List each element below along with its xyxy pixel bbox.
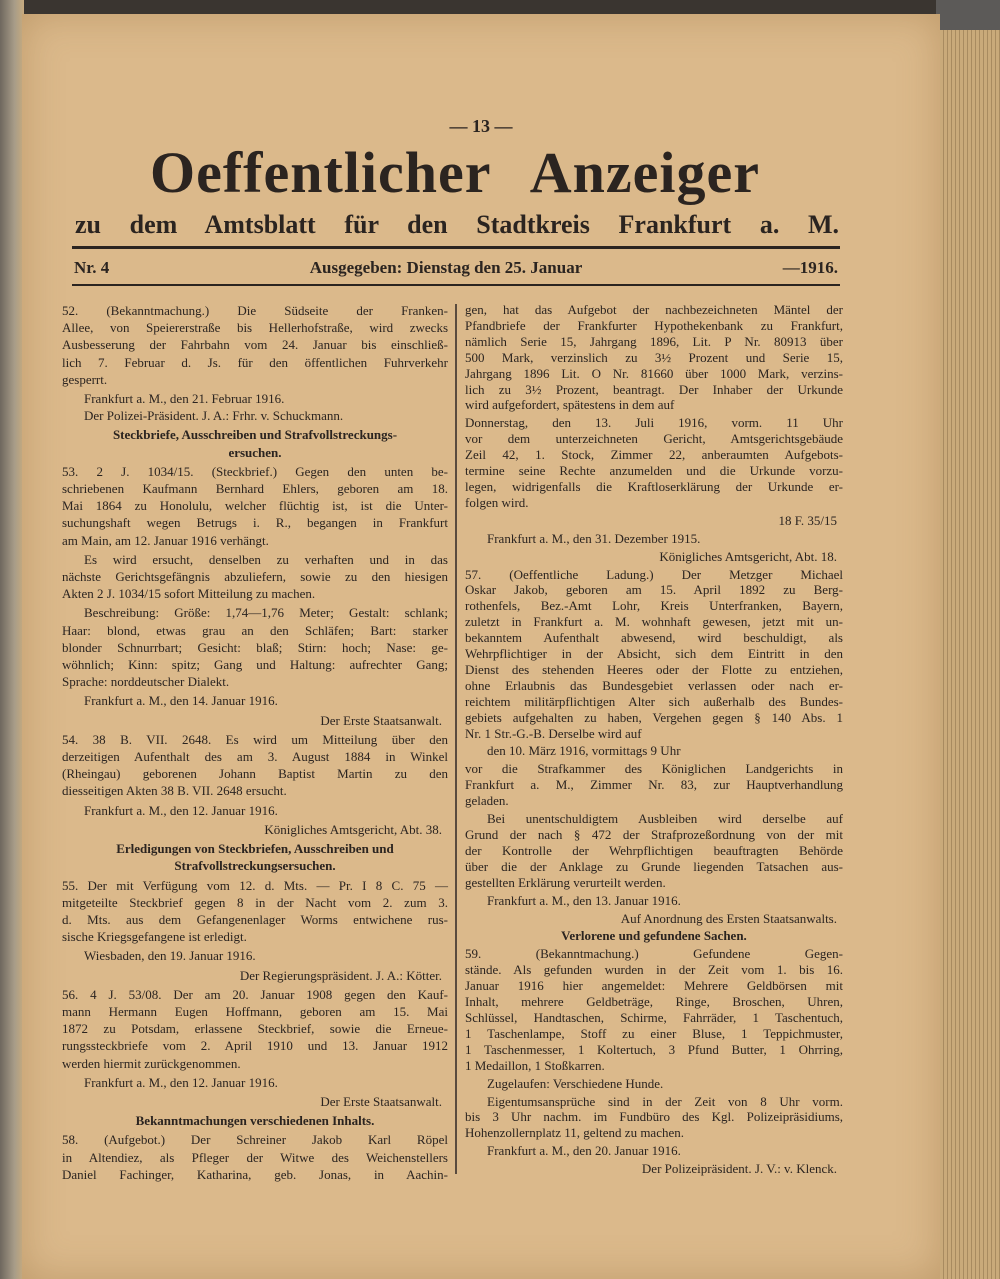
text-block [62, 877, 448, 946]
text-block [62, 302, 448, 388]
text-line: 1872 zu Potsdam, erlassene Steckbrief, sowie die Erneue- [62, 1021, 448, 1037]
text-line: reichtem militärpflichtigen Alter sich außerhalb des Bundes- [465, 693, 843, 709]
text-line: Der Polizeipräsident. J. V.: v. Klenck. [641, 1161, 837, 1177]
text-line: Zugelaufen: Verschiedene Hunde. [487, 1075, 664, 1091]
text-line: 18 F. 35/15 [778, 512, 837, 528]
text-line: über die der Anklage zu Grunde liegenden Tatsachen aus- [465, 858, 843, 874]
text-block [62, 390, 448, 424]
text-line: Frankfurt a. M., den 31. Dezember 1915. [487, 530, 701, 546]
text-line: Pfandbriefe der Frankfurter Hypothekenbank zu Frankfurt, [465, 317, 843, 333]
text-line: gen, hat das Aufgebot der nachbezeichneten Mäntel der [465, 302, 843, 317]
text-line: der Kontrolle der Wehrpflichtigen beauftragten Behörde [465, 842, 843, 858]
text-line: suchungshaft wegen Betrugs i. R., begangen in Frankfurt [62, 515, 448, 531]
text-line: Der Erste Staatsanwalt. [320, 712, 442, 728]
text-line: 56. 4 J. 53/08. Der am 20. Januar 1908 gegen den Kauf- [62, 986, 448, 1002]
text-line: Wiesbaden, den 19. Januar 1916. [84, 948, 256, 964]
text-line: Ausbesserung der Fahrbahn vom 24. Januar bis einschließ- [62, 337, 448, 353]
text-line: derzeitigen Aufenthalt des am 3. August 1884 in Winkel [62, 749, 448, 765]
text-line: stände. Als gefunden wurden in der Zeit vom 1. bis 16. [465, 962, 843, 978]
text-line: zuletzt in Frankfurt a. M. wohnhaft gewesen, jetzt mit un- [465, 614, 843, 630]
text-line: Dienst des stehenden Heeres oder der Flotte zu entziehen, [465, 661, 843, 677]
text-line: nächste Gerichtsgefängnis abzuliefern, sowie zu den hiesigen [62, 569, 448, 585]
text-line: Frankfurt a. M., Zimmer Nr. 83, zur Hauptverhandlung [465, 777, 843, 793]
text-line: bekanntem Aufenthalt abwesend, wird beschuldigt, als [465, 630, 843, 646]
masthead-subtitle: zu dem Amtsblatt für den Stadtkreis Frankfurt a. M. [75, 210, 839, 239]
text-line: 55. Der mit Verfügung vom 12. d. Mts. — Pr. I 8 C. 75 — [62, 877, 448, 893]
text-line: Bei unentschuldigtem Ausbleiben wird derselbe auf [487, 811, 843, 827]
text-line: Frankfurt a. M., den 12. Januar 1916. [84, 802, 278, 818]
text-line: blonder Schnurrbart; Gesicht: blaß; Stirn: hoch; Nase: ge- [62, 639, 448, 655]
text-line: Verlorene und gefundene Sachen. [561, 928, 747, 944]
text-block [62, 1074, 448, 1091]
text-line: Der Regierungspräsident. J. A.: Kötter. [239, 967, 442, 983]
text-block [465, 893, 843, 909]
text-line: Sprache: norddeutscher Dialekt. [62, 674, 230, 690]
text-line: in Altendiez, als Pfleger der Witwe des Weichenstellers [62, 1149, 448, 1165]
text-line: Frankfurt a. M., den 12. Januar 1916. [84, 1074, 278, 1090]
text-block [465, 302, 843, 413]
issue-date: Ausgegeben: Dienstag den 25. Januar [309, 258, 583, 277]
text-line: Oskar Jakob, geboren am 15. April 1892 zu Berg- [465, 582, 843, 598]
text-line: termine seine Rechte anzumelden und die Urkunde vorzu- [465, 463, 843, 479]
text-block [465, 1076, 843, 1092]
text-block [465, 567, 843, 742]
text-block [465, 1094, 843, 1142]
text-block [465, 1143, 843, 1159]
text-line: 500 Mark, verzinslich zu 3½ Prozent und Serie 15, [465, 349, 843, 365]
text-line: Erledigungen von Steckbriefen, Ausschreiben und [116, 841, 394, 857]
text-line: Donnerstag, den 13. Juli 1916, vorm. 11 Uhr [465, 415, 843, 431]
text-line: Frankfurt a. M., den 20. Januar 1916. [487, 1143, 681, 1159]
text-line: 58. (Aufgebot.) Der Schreiner Jakob Karl Röpel [62, 1132, 448, 1148]
text-line: 57. (Oeffentliche Ladung.) Der Metzger Michael [465, 566, 843, 582]
text-line: Hohenzollernplatz 11, geltend zu machen. [465, 1125, 684, 1141]
issue-year: —1916. [782, 258, 838, 277]
text-line: bis 3 Uhr nachm. im Fundbüro des Kgl. Polizeipräsidiums, [465, 1109, 843, 1125]
text-line: Wehrpflichtiger in der Absicht, sich dem Eintritt in den [465, 646, 843, 662]
text-line: Der Erste Staatsanwalt. [320, 1093, 442, 1109]
text-line: nämlich Serie 15, Jahrgang 1896, Lit. P Nr. 80913 über [465, 333, 843, 349]
right-column [465, 302, 843, 1179]
text-block [62, 986, 448, 1072]
text-line: Januar 1916 hier angemeldet: Mehrere Geldbörsen mit [465, 978, 843, 994]
text-block [465, 811, 843, 891]
section-heading [62, 1112, 448, 1129]
text-line: werden hiermit zurückgenommen. [62, 1055, 241, 1071]
page-stack-edge [936, 20, 1000, 1279]
issue-number: Nr. 4 [74, 258, 110, 277]
text-block [465, 946, 843, 1073]
text-line: Frankfurt a. M., den 21. Februar 1916. [84, 391, 285, 407]
text-line: Königliches Amtsgericht, Abt. 38. [264, 821, 442, 837]
text-line: (Rheingau) geborenen Johann Baptist Martin zu den [62, 766, 448, 782]
text-block [62, 731, 448, 800]
book-binding [0, 0, 24, 1279]
text-block [62, 692, 448, 709]
text-line: gesperrt. [62, 371, 108, 387]
text-line: folgen wird. [465, 494, 529, 510]
text-line: 59. (Bekanntmachung.) Gefundene Gegen- [465, 946, 843, 962]
text-line: 52. (Bekanntmachung.) Die Südseite der Franken- [62, 303, 448, 318]
text-line: sische Kriegsgefangene ist erledigt. [62, 929, 247, 945]
text-line: Auf Anordnung des Ersten Staatsanwalts. [620, 910, 837, 926]
header-rule-top [72, 246, 840, 249]
issue-line [74, 258, 838, 278]
text-line: rungssteckbriefe vom 2. April 1910 und 13. Januar 1912 [62, 1038, 448, 1054]
text-line: Beschreibung: Größe: 1,74—1,76 Meter; Gestalt: schlank; [84, 605, 448, 621]
text-line: Steckbriefe, Ausschreiben und Strafvollstreckungs- [112, 427, 398, 443]
text-line: mitgeteilte Steckbrief gegen 8 in der Nacht vom 2. zum 3. [62, 894, 448, 910]
text-line: ohne Erlaubnis das Bundesgebiet verlassen oder nach er- [465, 677, 843, 693]
text-line: rothenfels, Bez.-Amt Lohr, Kreis Unterfranken, Bayern, [465, 598, 843, 614]
text-block [465, 513, 843, 529]
text-line: 1 Medaillon, 1 Stoßkarren. [465, 1057, 605, 1073]
text-line: gebiets aufgehalten zu haben, Vergehen gegen § 140 Abs. 1 [465, 709, 843, 725]
text-line: Haar: blond, etwas grau an den Schläfen; Bart: starker [62, 622, 448, 638]
text-line: Daniel Fachinger, Katharina, geb. Jonas, in Aachin- [62, 1166, 448, 1182]
section-heading [465, 928, 843, 944]
text-block [62, 604, 448, 690]
text-line: Es wird ersucht, denselben zu verhaften und in das [84, 551, 448, 567]
text-line: Eigentumsansprüche sind in der Zeit von 8 Uhr vorm. [487, 1093, 843, 1109]
text-block [62, 1093, 448, 1110]
text-line: Königliches Amtsgericht, Abt. 18. [659, 548, 837, 564]
text-block [465, 743, 843, 759]
text-line: Nr. 1 Str.-G.-B. Derselbe wird auf [465, 725, 642, 741]
page-number: — 13 — [449, 116, 513, 136]
text-line: Akten 2 J. 1034/15 sofort Mitteilung zu machen. [62, 586, 316, 602]
newspaper-page [22, 14, 940, 1279]
text-line: schriebenen Kaufmann Bernhard Ehlers, geboren am 18. [62, 481, 448, 497]
text-block [62, 802, 448, 819]
text-line: am Main, am 12. Januar 1916 verhängt. [62, 532, 269, 548]
text-block [62, 947, 448, 964]
text-block [465, 761, 843, 809]
cover-edge [936, 0, 1000, 30]
text-line: lich zu 3½ Prozent, beantragt. Der Inhaber der Urkunde [465, 381, 843, 397]
text-line: 53. 2 J. 1034/15. (Steckbrief.) Gegen den unten be- [62, 463, 448, 479]
text-line: lich 7. Februar d. Js. für den öffentlichen Fuhrverkehr [62, 354, 448, 370]
text-line: Der Polizei-Präsident. J. A.: Frhr. v. Schuckmann. [84, 408, 344, 424]
text-line: Frankfurt a. M., den 14. Januar 1916. [84, 693, 278, 709]
text-line: geladen. [465, 793, 509, 809]
text-line: Strafvollstreckungsersuchen. [174, 858, 336, 874]
section-heading [62, 426, 448, 460]
text-block [62, 551, 448, 603]
text-line: vor die Strafkammer des Königlichen Landgerichts in [465, 761, 843, 777]
header-rule-bottom [72, 284, 840, 286]
text-line: Zeil 42, 1. Stock, Zimmer 22, anberaumten Aufgebots- [465, 447, 843, 463]
text-block [62, 463, 448, 549]
text-block [465, 1161, 843, 1177]
text-line: gestellten Erklärung verurteilt werden. [465, 874, 666, 890]
text-line: diesseitigen Akten 38 B. VII. 2648 ersucht. [62, 783, 287, 799]
text-line: Allee, von Speiererstraße bis Hellerhofstraße, wird zwecks [62, 320, 448, 336]
text-line: wird aufgefordert, spätestens in dem auf [465, 397, 675, 413]
text-line: d. Mts. aus dem Gefangenenlager Worms entwichene rus- [62, 911, 448, 927]
text-line: Schlüssel, Handtaschen, Schirme, Fahrräder, 1 Taschentuch, [465, 1009, 843, 1025]
text-line: ersuchen. [228, 444, 282, 460]
text-line: Jahrgang 1896 Lit. O Nr. 81660 über 1000 Mark, verzins- [465, 365, 843, 381]
text-line: Bekanntmachungen verschiedenen Inhalts. [135, 1113, 375, 1129]
text-block [62, 967, 448, 984]
text-block [465, 531, 843, 547]
text-line: legen, widrigenfalls die Kraftloserklärung der Urkunde er- [465, 478, 843, 494]
text-block [62, 712, 448, 729]
text-line: 54. 38 B. VII. 2648. Es wird um Mitteilung über den [62, 731, 448, 747]
column-divider [455, 304, 457, 1174]
masthead-title: Oeffentlicher Anzeiger [150, 140, 760, 205]
text-block [62, 821, 448, 838]
section-heading [62, 840, 448, 874]
text-line: Mai 1864 zu Honolulu, welcher flüchtig ist, ist die Unter- [62, 498, 448, 514]
text-line: Frankfurt a. M., den 13. Januar 1916. [487, 892, 681, 908]
text-block [465, 549, 843, 565]
text-block [465, 911, 843, 927]
left-column [62, 302, 448, 1185]
text-line: 1 Taschenlampe, Stoff zu einer Bluse, 1 Teppichmuster, [465, 1025, 843, 1041]
text-line: wöhnlich; Kinn: spitz; Gang und Haltung: aufrechter Gang; [62, 657, 448, 673]
text-line: Inhalt, mehrere Geldbeträge, Ringe, Broschen, Uhren, [465, 994, 843, 1010]
text-line: Grund der nach § 472 der Strafprozeßordnung von der mit [465, 827, 843, 842]
text-block [62, 1131, 448, 1183]
text-line: vor dem unterzeichneten Gericht, Amtsgerichtsgebäude [465, 431, 843, 447]
text-line: 1 Taschenmesser, 1 Koltertuch, 3 Pfund Butter, 1 Ohrring, [465, 1041, 843, 1057]
text-line: den 10. März 1916, vormittags 9 Uhr [487, 743, 681, 759]
text-line: mann Hermann Eugen Hoffmann, geboren am 15. Mai [62, 1003, 448, 1019]
text-block [465, 415, 843, 510]
